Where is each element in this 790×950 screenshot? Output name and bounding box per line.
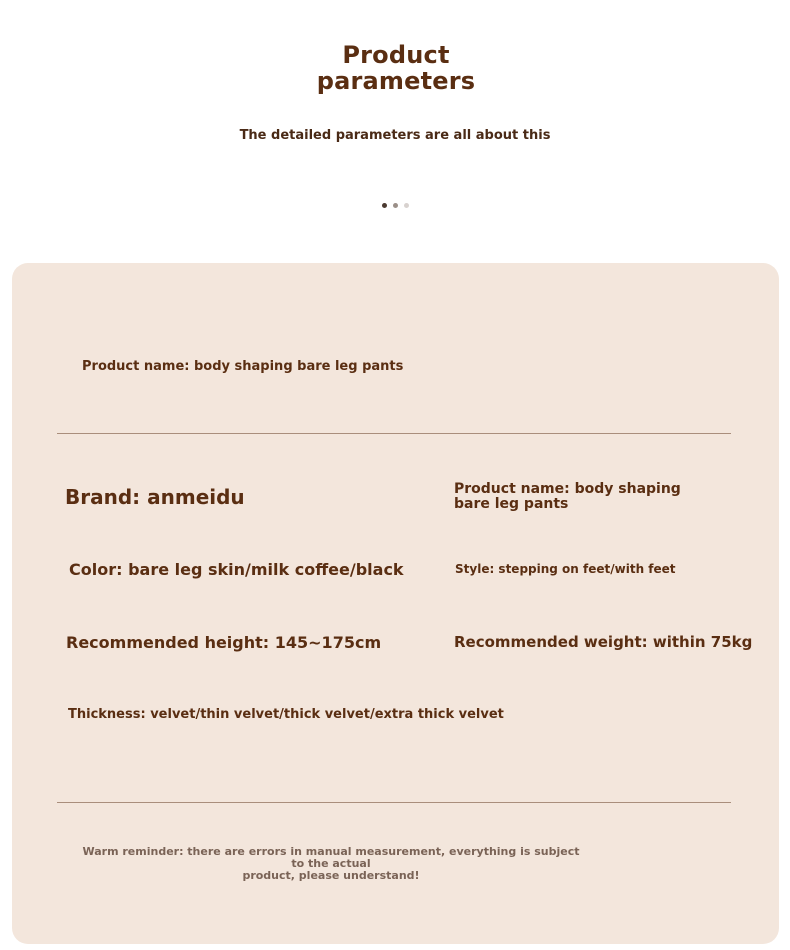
pagination-dot-1[interactable] (382, 203, 387, 208)
divider-top (57, 433, 731, 434)
pagination-dot-2[interactable] (393, 203, 398, 208)
color-value: Color: bare leg skin/milk coffee/black (69, 560, 404, 579)
page-title (265, 42, 527, 94)
product-name-line-1: Product name: body shaping (454, 481, 681, 497)
thickness-value: Thickness: velvet/thin velvet/thick velvet/extra thick velvet (68, 707, 504, 722)
brand-value: Brand: anmeidu (65, 485, 245, 509)
pagination-dot-3[interactable] (404, 203, 409, 208)
warm-reminder (80, 846, 582, 882)
carousel-pagination (382, 203, 409, 208)
title-line-2: parameters (316, 67, 476, 95)
product-name-value (454, 482, 681, 512)
recommended-weight-value: Recommended weight: within 75kg (454, 633, 753, 651)
top-product-name: Product name: body shaping bare leg pants (82, 359, 404, 374)
reminder-line-1: Warm reminder: there are errors in manual measurement, everything is subject to the actual (82, 845, 580, 870)
divider-bottom (57, 802, 731, 803)
recommended-height-value: Recommended height: 145~175cm (66, 633, 382, 652)
reminder-line-2: product, please understand! (242, 869, 420, 882)
style-value: Style: stepping on feet/with feet (455, 562, 676, 576)
product-name-line-2: bare leg pants (454, 496, 569, 512)
page-subtitle: The detailed parameters are all about this (239, 128, 551, 143)
title-line-1: Product (342, 41, 450, 69)
